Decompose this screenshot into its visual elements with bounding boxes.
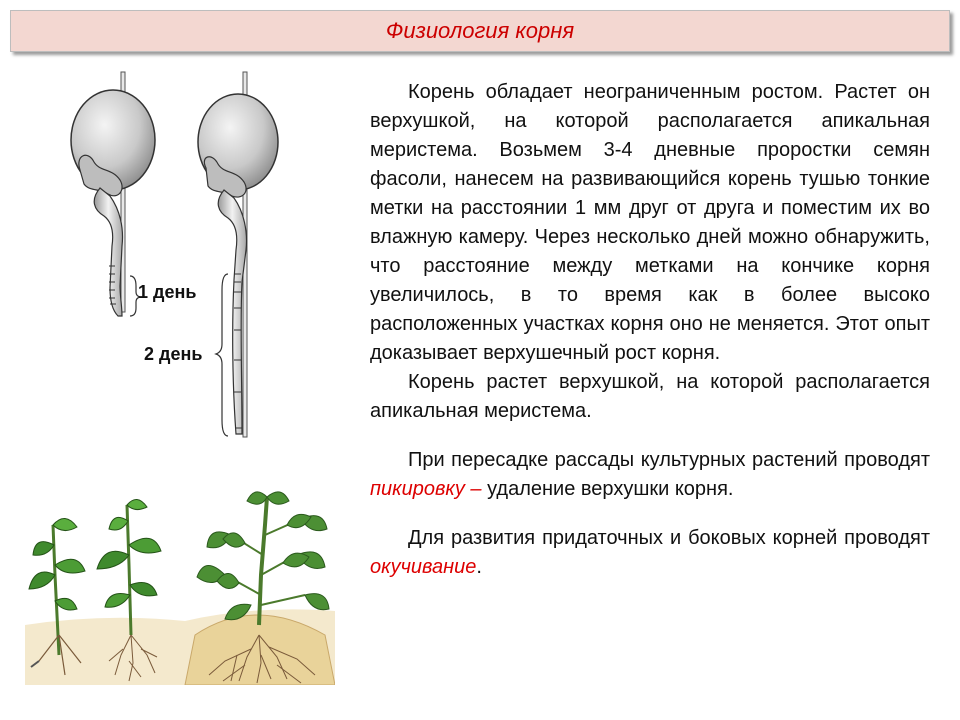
p4-text-before: Для развития придаточных и боковых корней проводят [408, 527, 930, 549]
title-bar [10, 10, 950, 52]
paragraph-2: Корень растет верхушкой, на которой располагается апикальная меристема. [370, 371, 930, 422]
seedling-day-2 [198, 72, 278, 437]
seedlings-illustration [25, 485, 335, 685]
term-okuchivanie: окучивание [370, 556, 477, 578]
main-text [370, 78, 930, 582]
p3-text-before: При пересадке рассады культурных растений проводят [408, 449, 930, 471]
day-1-label: 1 день [138, 282, 197, 302]
paragraph-1: Корень обладает неограниченным ростом. Растет он верхушкой, на которой располагается апикальная меристема. Возьмем 3-4 дневные проростки семян фасоли, нанесем на развивающийся корень тушью тонкие метки на расстоянии 1 мм друг от друга и поместим их во влажную камеру. Через несколько дней можно обнаружить, что расстояние между метками на кончике корня увеличилось, в то время как в более высоко расположенных участках корня оно не меняется. Этот опыт доказывает верхушечный рост корня. [370, 81, 930, 364]
day-2-label: 2 день [144, 344, 203, 364]
seedling-day-1 [71, 72, 155, 316]
bean-root-growth-figure [60, 60, 310, 450]
paragraph-4 [370, 524, 930, 582]
term-pikirovka: пикировку – [370, 478, 482, 500]
bean-seedlings-illustration [60, 60, 310, 450]
slide-title: Физиология корня [385, 18, 575, 43]
paragraph-3 [370, 446, 930, 504]
p4-text-after: . [476, 556, 482, 578]
p3-text-after: удаление верхушки корня. [481, 478, 734, 500]
